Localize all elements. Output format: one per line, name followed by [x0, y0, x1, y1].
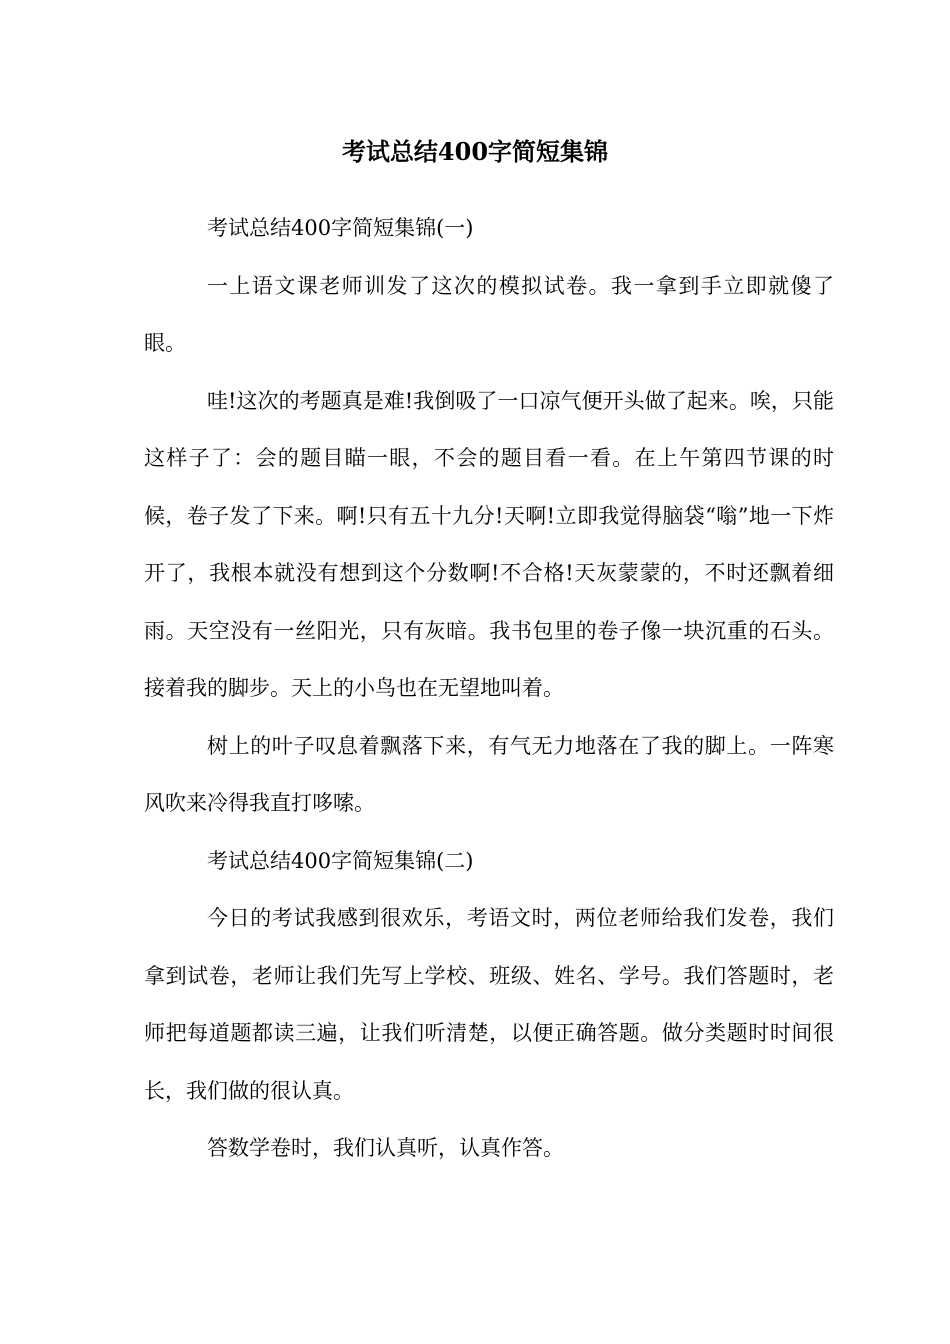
paragraph: 哇!这次的考题真是难!我倒吸了一口凉气便开头做了起来。唉，只能这样子了：会的题目瞄一眼，不会的题目看一看。在上午第四节课的时候，卷子发了下来。啊!只有五十九分!天啊!立即我觉得脑袋“嗡”地一下炸开了，我根本就没有想到这个分数啊!不合格!天灰蒙蒙的，不时还飘着细雨。天空没有一丝阳光，只有灰暗。我书包里的卷子像一块沉重的石头。接着我的脚步。天上的小鸟也在无望地叫着。: [144, 388, 834, 700]
paragraph: 答数学卷时，我们认真听，认真作答。: [207, 1136, 564, 1160]
document-title: 考试总结400字简短集锦: [341, 137, 609, 166]
section-heading-1: 考试总结400字简短集锦(一): [207, 216, 474, 240]
paragraph: 树上的叶子叹息着飘落下来，有气无力地落在了我的脚上。一阵寒风吹来冷得我直打哆嗦。: [144, 733, 834, 815]
paragraph: 一上语文课老师训发了这次的模拟试卷。我一拿到手立即就傻了眼。: [144, 273, 834, 355]
document-body: [144, 200, 834, 1178]
paragraph: 今日的考试我感到很欢乐，考语文时，两位老师给我们发卷，我们拿到试卷，老师让我们先写上学校、班级、姓名、学号。我们答题时，老师把每道题都读三遍，让我们听清楚，以便正确答题。做分类题时时间很长，我们做的很认真。: [144, 906, 834, 1103]
section-heading-2: 考试总结400字简短集锦(二): [207, 848, 474, 873]
